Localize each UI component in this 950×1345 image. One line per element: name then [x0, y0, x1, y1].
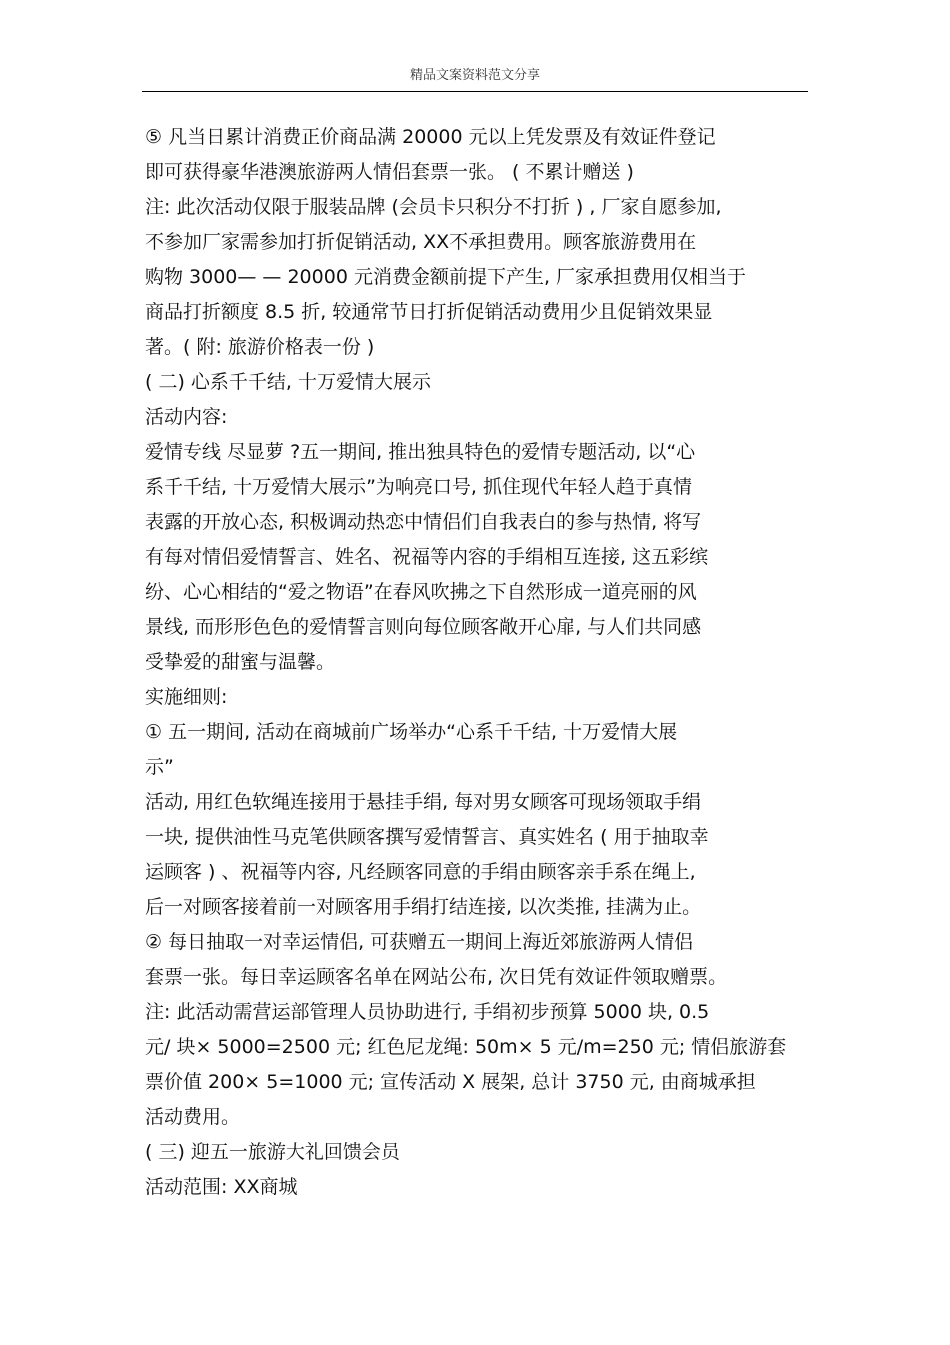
- text-line: 实施细则:: [145, 686, 228, 708]
- text-line: 示”: [145, 756, 174, 778]
- text-line: ( 二) 心系千千结, 十万爱情大展示: [145, 371, 431, 393]
- text-line: 元/ 块× 5000=2500 元; 红色尼龙绳: 50m× 5 元/m=250 元; 情侣旅游套: [145, 1036, 787, 1058]
- text-line: 注: 此次活动仅限于服装品牌 (会员卡只积分不打折 ) , 厂家自愿参加,: [145, 196, 722, 218]
- text-line: 不参加厂家需参加打折促销活动, XX不承担费用。顾客旅游费用在: [145, 231, 697, 253]
- text-line: ⑤ 凡当日累计消费正价商品满 20000 元以上凭发票及有效证件登记: [145, 126, 716, 148]
- text-line: 有每对情侣爱情誓言、姓名、祝福等内容的手绢相互连接, 这五彩缤: [145, 546, 709, 568]
- page-header: 精品文案资料范文分享: [409, 68, 540, 83]
- text-line: 一块, 提供油性马克笔供顾客撰写爱情誓言、真实姓名 ( 用于抽取幸: [145, 826, 709, 848]
- text-line: 活动内容:: [145, 406, 228, 428]
- text-line: 活动费用。: [145, 1106, 241, 1128]
- text-line: 注: 此活动需营运部管理人员协助进行, 手绢初步预算 5000 块, 0.5: [145, 1001, 710, 1023]
- text-line: 运顾客 ) 、祝福等内容, 凡经顾客同意的手绢由顾客亲手系在绳上,: [145, 861, 696, 883]
- header-rule: [142, 91, 808, 92]
- text-line: 爱情专线 尽显萝 ?五一期间, 推出独具特色的爱情专题活动, 以“心: [145, 441, 696, 463]
- text-line: 系千千结, 十万爱情大展示”为响亮口号, 抓住现代年轻人趋于真情: [145, 476, 693, 498]
- text-line: 后一对顾客接着前一对顾客用手绢打结连接, 以次类推, 挂满为止。: [145, 896, 702, 918]
- document-body: [145, 120, 810, 1205]
- text-line: 受挚爱的甜蜜与温馨。: [145, 651, 336, 673]
- text-line: 票价值 200× 5=1000 元; 宣传活动 X 展架, 总计 3750 元, 由商城承担: [145, 1071, 756, 1093]
- text-line: 活动, 用红色软绳连接用于悬挂手绢, 每对男女顾客可现场领取手绢: [145, 791, 702, 813]
- text-line: ( 三) 迎五一旅游大礼回馈会员: [145, 1141, 400, 1163]
- text-line: 购物 3000— — 20000 元消费金额前提下产生, 厂家承担费用仅相当于: [145, 266, 747, 288]
- text-line: 活动范围: XX商城: [145, 1176, 298, 1198]
- text-line: ① 五一期间, 活动在商城前广场举办“心系千千结, 十万爱情大展: [145, 721, 678, 743]
- text-line: 著。( 附: 旅游价格表一份 ): [145, 336, 375, 358]
- text-line: 景线, 而形形色色的爱情誓言则向每位顾客敞开心扉, 与人们共同感: [145, 616, 702, 638]
- text-line: 纷、心心相结的“爱之物语”在春风吹拂之下自然形成一道亮丽的风: [145, 581, 697, 603]
- text-line: 套票一张。每日幸运顾客名单在网站公布, 次日凭有效证件领取赠票。: [145, 966, 728, 988]
- text-line: 商品打折额度 8.5 折, 较通常节日打折促销活动费用少且促销效果显: [145, 301, 713, 323]
- text-line: 即可获得豪华港澳旅游两人情侣套票一张。 ( 不累计赠送 ): [145, 161, 634, 183]
- text-line: ② 每日抽取一对幸运情侣, 可获赠五一期间上海近郊旅游两人情侣: [145, 931, 694, 953]
- text-line: 表露的开放心态, 积极调动热恋中情侣们自我表白的参与热情, 将写: [145, 511, 702, 533]
